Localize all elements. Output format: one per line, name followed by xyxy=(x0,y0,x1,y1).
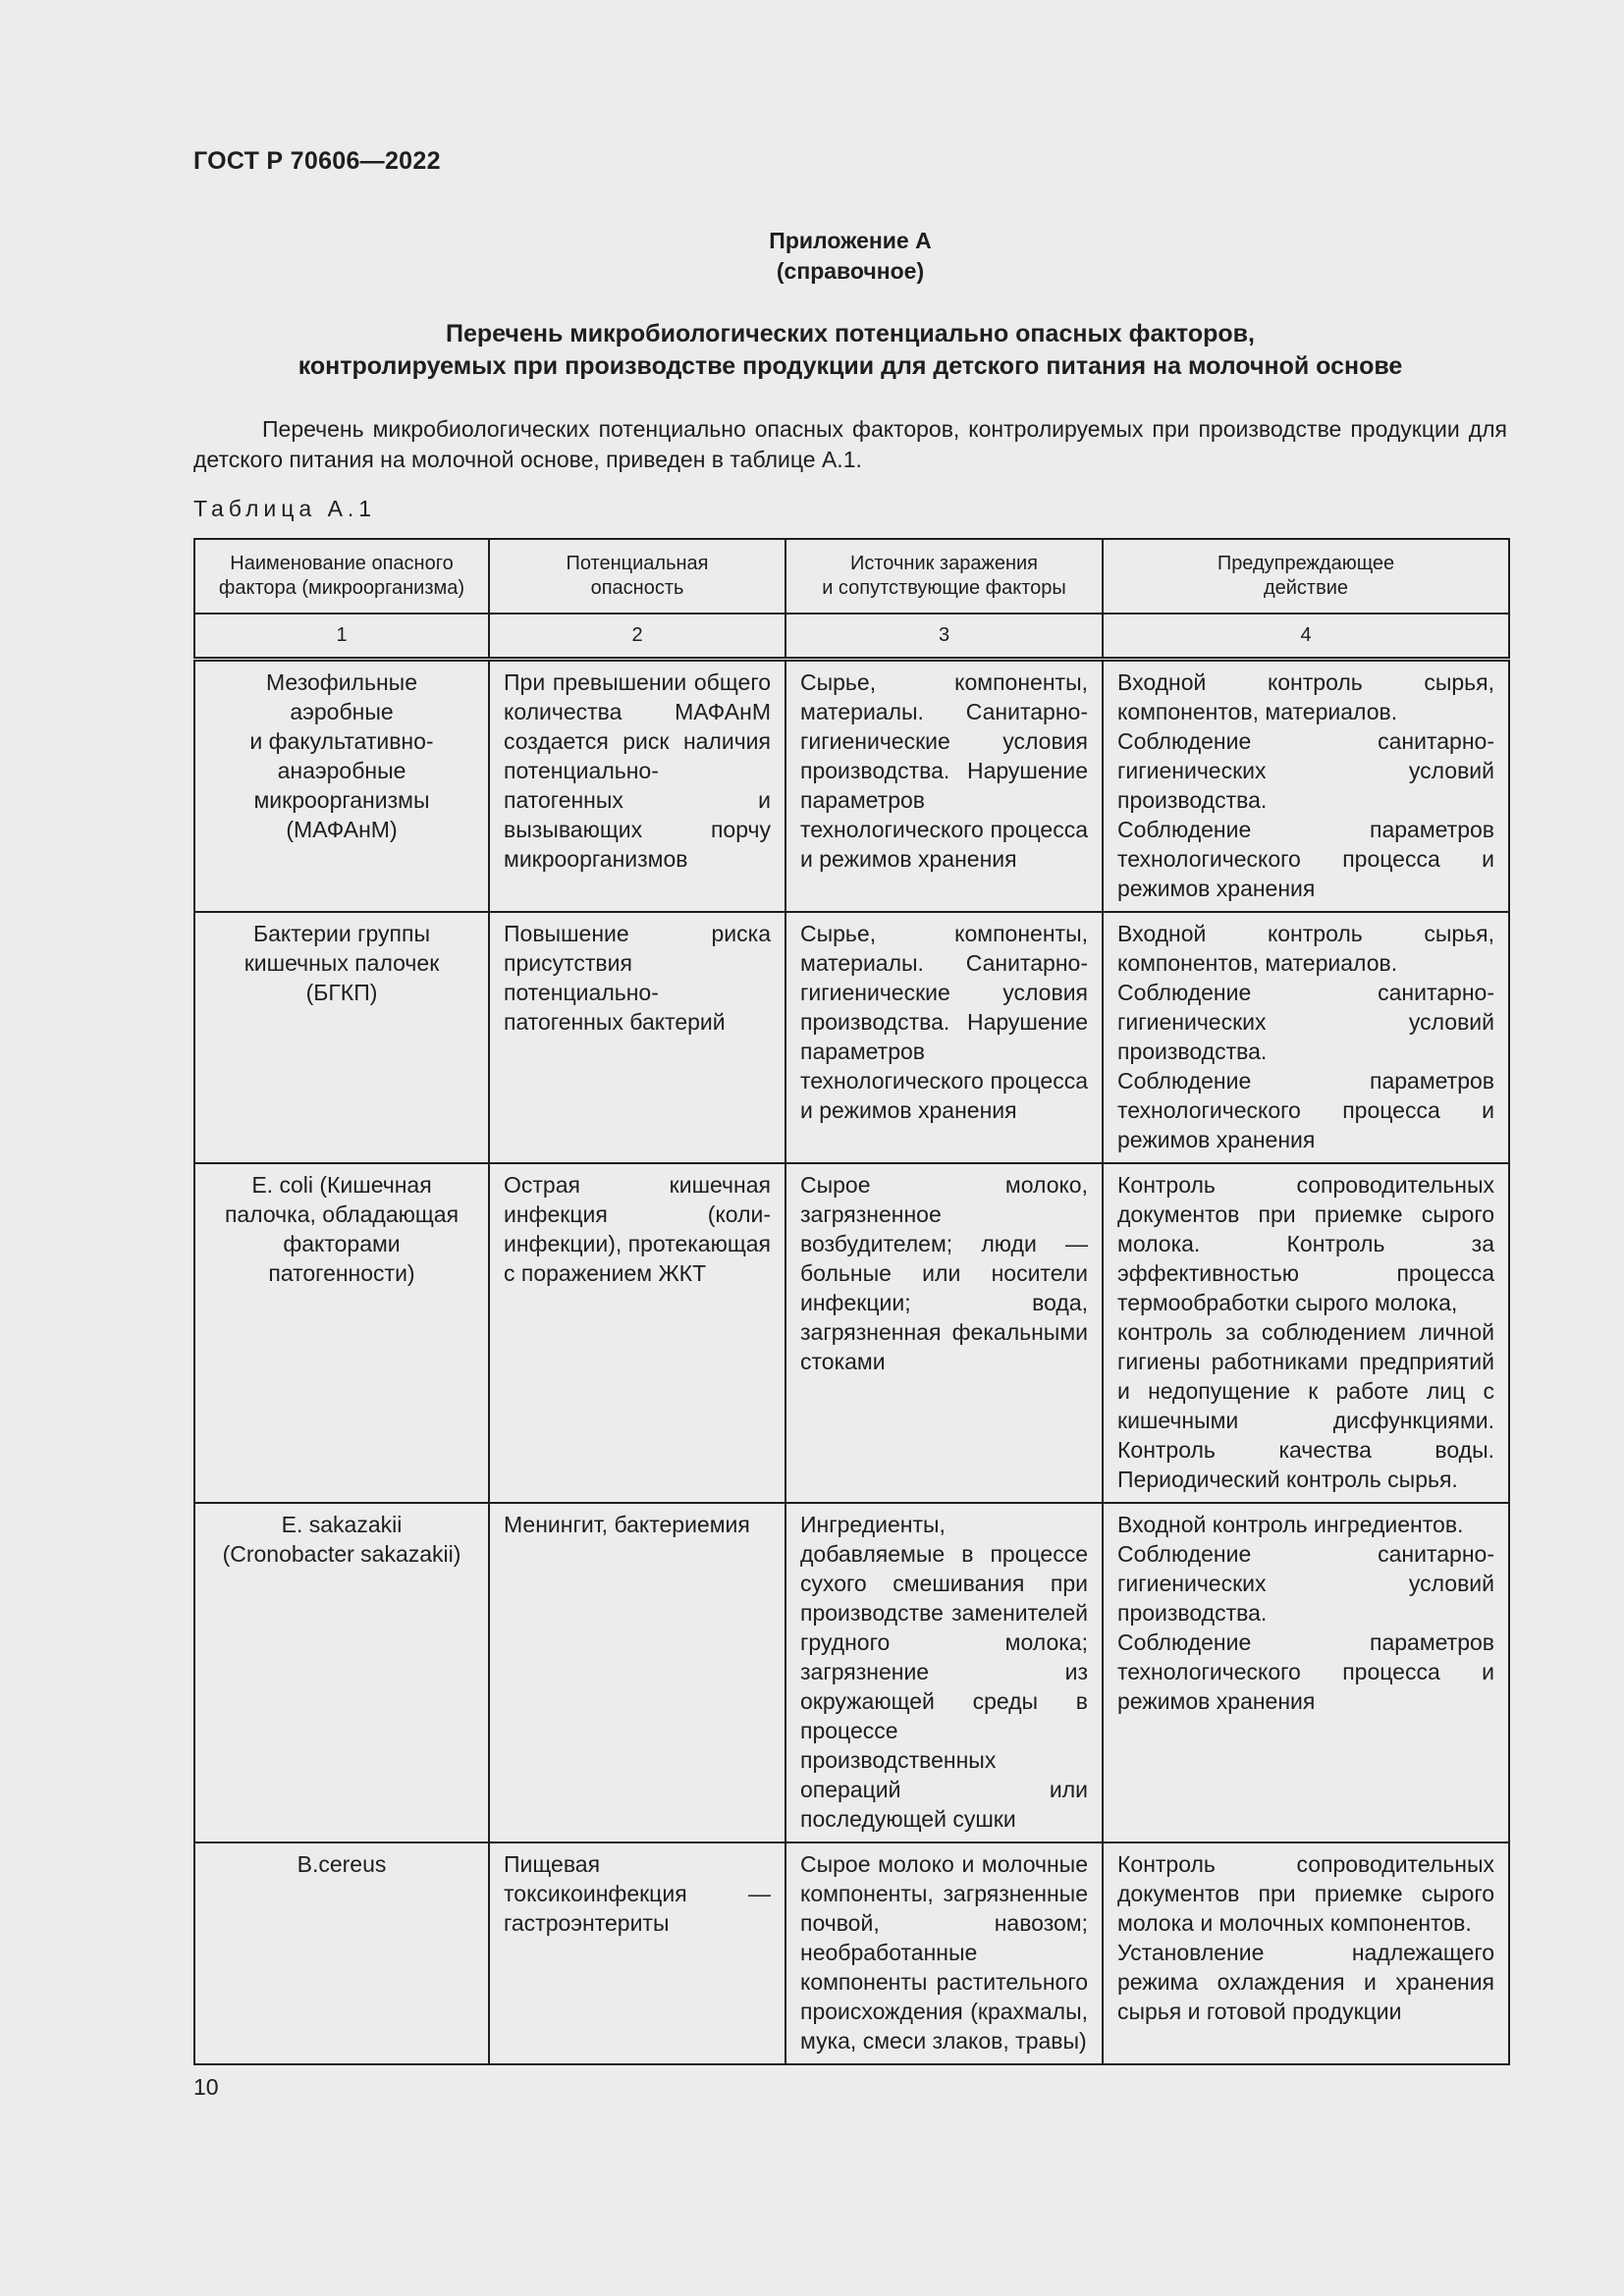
table-caption: Таблица А.1 xyxy=(193,496,377,521)
header-potential-danger: Потенциальная опасность xyxy=(489,539,785,614)
cell-preventive-action: Входной контроль ингредиентов. Соблюдение санитарно-гигиенических условий производства. Соблюдение параметров технологического процесса и режимов хранения xyxy=(1103,1503,1509,1842)
appendix-heading xyxy=(193,226,1507,287)
cell-source: Сырое молоко и молочные компоненты, загрязненные почвой, навозом; необработанные компоненты растительного происхождения (крахмалы, мука, смеси злаков, травы) xyxy=(785,1842,1103,2064)
table-row xyxy=(194,1842,1509,2064)
document-code: ГОСТ Р 70606—2022 xyxy=(193,147,441,175)
hazard-table xyxy=(193,538,1510,2065)
cell-hazard-name: B.cereus xyxy=(194,1842,489,2064)
cell-potential-danger: Пищевая токсикоинфекция — гастроэнтериты xyxy=(489,1842,785,2064)
cell-source: Сырье, компоненты, материалы. Санитарно-гигиенические условия производства. Нарушение параметров технологического процесса и режимов хранения xyxy=(785,660,1103,913)
section-title-line-1: Перечень микробиологических потенциально опасных факторов, xyxy=(446,320,1255,347)
cell-preventive-action: Входной контроль сырья, компонентов, материалов. Соблюдение санитарно-гигиенических условий производства. Соблюдение параметров технологического процесса и режимов хранения xyxy=(1103,912,1509,1163)
column-number: 3 xyxy=(785,614,1103,660)
cell-hazard-name: E. coli (Кишечная палочка, обладающая факторами патогенности) xyxy=(194,1163,489,1503)
cell-source: Сырье, компоненты, материалы. Санитарно-гигиенические условия производства. Нарушение параметров технологического процесса и режимов хранения xyxy=(785,912,1103,1163)
cell-potential-danger: Менингит, бактериемия xyxy=(489,1503,785,1842)
header-hazard-name: Наименование опасного фактора (микроорганизма) xyxy=(194,539,489,614)
header-preventive-action: Предупреждающее действие xyxy=(1103,539,1509,614)
cell-hazard-name: Мезофильные аэробные и факультативно- анаэробные микроорганизмы (МАФАнМ) xyxy=(194,660,489,913)
column-number: 2 xyxy=(489,614,785,660)
intro-paragraph: Перечень микробиологических потенциально опасных факторов, контролируемых при производстве продукции для детского питания на молочной основе, приведен в таблице А.1. xyxy=(193,416,1507,472)
section-title-line-2: контролируемых при производстве продукции для детского питания на молочной основе xyxy=(298,352,1403,380)
cell-preventive-action: Входной контроль сырья, компонентов, материалов. Соблюдение санитарно-гигиенических условий производства. Соблюдение параметров технологического процесса и режимов хранения xyxy=(1103,660,1509,913)
column-number-row xyxy=(194,614,1509,660)
column-number: 1 xyxy=(194,614,489,660)
table-row xyxy=(194,912,1509,1163)
cell-source: Сырое молоко, загрязненное возбудителем; люди — больные или носители инфекции; вода, загрязненная фекальными стоками xyxy=(785,1163,1103,1503)
appendix-type: (справочное) xyxy=(776,258,925,284)
cell-potential-danger: Острая кишечная инфекция (коли-инфекции), протекающая с поражением ЖКТ xyxy=(489,1163,785,1503)
cell-hazard-name: Бактерии группы кишечных палочек (БГКП) xyxy=(194,912,489,1163)
header-source: Источник заражения и сопутствующие факторы xyxy=(785,539,1103,614)
cell-potential-danger: При превышении общего количества МАФАнМ создается риск наличия потенциально- патогенных и вызывающих порчу микроорганизмов xyxy=(489,660,785,913)
table-header-row xyxy=(194,539,1509,614)
section-title xyxy=(193,318,1507,383)
cell-preventive-action: Контроль сопроводительных документов при приемке сырого молока. Контроль за эффективностью процесса термообработки сырого молока, контроль за соблюдением личной гигиены работниками предприятий и недопущение к работе лиц с кишечными дисфункциями. Контроль качества воды. Периодический контроль сырья. xyxy=(1103,1163,1509,1503)
page-number: 10 xyxy=(193,2074,219,2100)
cell-source: Ингредиенты, добавляемые в процессе сухого смешивания при производстве заменителей грудного молока; загрязнение из окружающей среды в процессе производственных операций или последующей сушки xyxy=(785,1503,1103,1842)
table-row xyxy=(194,1503,1509,1842)
cell-hazard-name: E. sakazakii (Cronobacter sakazakii) xyxy=(194,1503,489,1842)
table-row xyxy=(194,1163,1509,1503)
table-row xyxy=(194,660,1509,913)
column-number: 4 xyxy=(1103,614,1509,660)
appendix-title: Приложение А xyxy=(769,228,932,253)
cell-preventive-action: Контроль сопроводительных документов при приемке сырого молока и молочных компонентов. Установление надлежащего режима охлаждения и хранения сырья и готовой продукции xyxy=(1103,1842,1509,2064)
cell-potential-danger: Повышение риска присутствия потенциально-патогенных бактерий xyxy=(489,912,785,1163)
